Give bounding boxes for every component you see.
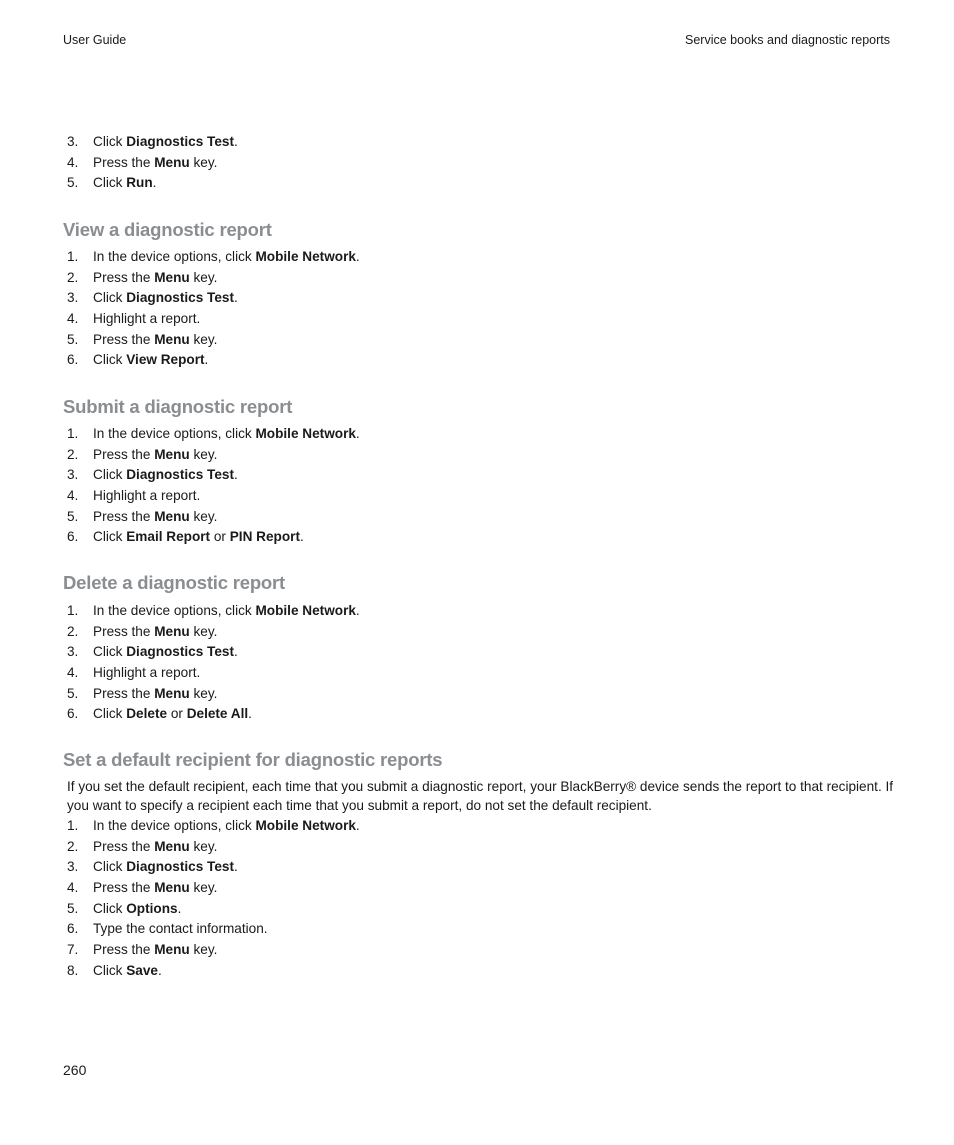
step-text: [93, 642, 238, 663]
step-number: 2.: [67, 269, 79, 285]
step-number: 7.: [67, 942, 79, 958]
section-title-default-recipient: Set a default recipient for diagnostic reports: [63, 749, 443, 770]
step-number: 5.: [67, 508, 79, 524]
step-text-segment: Highlight a report.: [93, 488, 201, 504]
step-text-segment: or: [210, 529, 230, 545]
step-text-segment: .: [355, 426, 360, 441]
step-text: [93, 857, 238, 878]
step-number: 4.: [67, 154, 79, 170]
step-text: [93, 507, 217, 528]
step-text: [93, 878, 217, 899]
ui-term: Options: [126, 900, 178, 916]
step-text-segment: .: [204, 352, 209, 368]
step-text-segment: Click: [93, 175, 127, 191]
ui-term: Delete All: [186, 706, 249, 722]
step-text-segment: key.: [189, 838, 218, 854]
ui-term: Menu: [154, 880, 190, 896]
ui-term: Email Report: [126, 529, 211, 545]
step-text-segment: key.: [189, 269, 218, 285]
step-text: [93, 445, 217, 466]
step-text: [93, 330, 217, 351]
step-text-segment: Type the contact information.: [93, 921, 268, 937]
step-text-segment: Highlight a report.: [93, 311, 201, 327]
ui-term: PIN Report: [229, 529, 300, 545]
step-text-segment: .: [234, 467, 238, 483]
ui-term: Mobile Network: [255, 818, 356, 833]
step-text: [93, 424, 360, 445]
step-number: 2.: [67, 623, 79, 639]
step-text-segment: In the device options, click: [93, 818, 256, 833]
step-number: 3.: [67, 859, 79, 875]
ui-term: Menu: [154, 623, 190, 639]
step-number: 5.: [67, 331, 79, 347]
step-number: 1.: [67, 603, 79, 618]
step-text-segment: Highlight a report.: [93, 665, 201, 681]
step-text-segment: Click: [93, 859, 127, 875]
default-recipient-intro: If you set the default recipient, each time that you submit a diagnostic report, your BlackBerry® device sends the report to that recipient. If you want to specify a recipient each time that you submit a report, do not set the default recipient.: [67, 779, 894, 813]
step-text-segment: key.: [189, 154, 218, 170]
step-number: 3.: [67, 467, 79, 483]
step-text: [93, 919, 268, 940]
ui-term: Mobile Network: [255, 603, 356, 618]
step-text: [93, 173, 156, 194]
page-number: 260: [63, 1062, 87, 1078]
step-number: 6.: [67, 352, 79, 368]
step-text-segment: key.: [189, 685, 218, 701]
step-text-segment: Press the: [93, 508, 155, 524]
step-text: [93, 899, 181, 920]
step-text-segment: key.: [189, 508, 218, 524]
ui-term: Menu: [154, 331, 190, 347]
step-number: 4.: [67, 488, 79, 504]
step-text-segment: .: [157, 962, 162, 978]
step-text-segment: Press the: [93, 269, 155, 285]
ui-term: Diagnostics Test: [126, 859, 235, 875]
step-text: [93, 663, 200, 684]
step-text: [93, 961, 162, 982]
step-text-segment: In the device options, click: [93, 249, 256, 264]
step-text-segment: .: [234, 644, 238, 660]
step-text-segment: Press the: [93, 942, 155, 958]
step-number: 4.: [67, 311, 79, 327]
step-number: 6.: [67, 921, 79, 937]
step-text-segment: key.: [189, 880, 218, 896]
step-text-segment: Press the: [93, 685, 155, 701]
step-text-segment: Click: [93, 134, 127, 149]
step-text-segment: Click: [93, 529, 127, 545]
step-text-segment: Press the: [93, 838, 155, 854]
step-text-segment: key.: [189, 942, 218, 958]
step-text: [93, 684, 217, 705]
ui-term: Menu: [154, 942, 190, 958]
step-text-segment: key.: [189, 623, 218, 639]
section-title-delete: Delete a diagnostic report: [63, 572, 285, 593]
ui-term: Menu: [154, 446, 190, 462]
ui-term: Menu: [154, 685, 190, 701]
step-text-segment: .: [152, 175, 157, 191]
step-text-segment: Click: [93, 706, 127, 722]
step-text-segment: .: [299, 529, 304, 545]
step-text-segment: .: [234, 859, 238, 875]
step-text: [93, 465, 238, 486]
step-text-segment: Press the: [93, 880, 155, 896]
step-text-segment: Click: [93, 352, 127, 368]
step-number: 4.: [67, 880, 79, 896]
step-text: [93, 704, 252, 725]
ui-term: Diagnostics Test: [126, 290, 235, 306]
step-text-segment: In the device options, click: [93, 603, 256, 618]
step-text-segment: .: [234, 134, 238, 149]
step-number: 1.: [67, 818, 79, 833]
step-text: [93, 132, 238, 153]
step-text-segment: Click: [93, 467, 127, 483]
step-number: 5.: [67, 175, 79, 191]
step-text-segment: In the device options, click: [93, 426, 256, 441]
step-text: [93, 350, 208, 371]
step-text-segment: key.: [189, 331, 218, 347]
step-number: 6.: [67, 706, 79, 722]
step-text-segment: Press the: [93, 446, 155, 462]
step-number: 2.: [67, 838, 79, 854]
step-text-segment: Press the: [93, 154, 155, 170]
step-number: 5.: [67, 685, 79, 701]
step-text: [93, 153, 217, 174]
ui-term: Delete: [126, 706, 168, 722]
step-number: 8.: [67, 962, 79, 978]
step-text-segment: or: [167, 706, 187, 722]
step-text: [93, 309, 200, 330]
ui-term: Mobile Network: [255, 426, 356, 441]
step-text-segment: .: [248, 706, 252, 722]
section-title-view: View a diagnostic report: [63, 219, 272, 240]
step-text: [93, 940, 217, 961]
step-text-segment: Click: [93, 900, 127, 916]
step-text-segment: .: [177, 900, 182, 916]
step-text-segment: Click: [93, 644, 127, 660]
ui-term: Save: [126, 962, 158, 978]
step-text: [93, 268, 217, 289]
step-number: 3.: [67, 644, 79, 660]
step-text-segment: Press the: [93, 331, 155, 347]
step-text: [93, 601, 360, 622]
step-number: 6.: [67, 529, 79, 545]
ui-term: View Report: [126, 352, 205, 368]
page-header-left: User Guide: [63, 33, 127, 47]
step-text-segment: Press the: [93, 623, 155, 639]
section-title-submit: Submit a diagnostic report: [63, 396, 293, 417]
ui-term: Menu: [154, 154, 190, 170]
ui-term: Diagnostics Test: [126, 467, 235, 483]
step-text-segment: .: [355, 818, 360, 833]
ui-term: Menu: [154, 269, 190, 285]
ui-term: Run: [126, 175, 153, 191]
step-text: [93, 288, 238, 309]
ui-term: Menu: [154, 508, 190, 524]
step-text-segment: Click: [93, 290, 127, 306]
step-text: [93, 527, 304, 548]
step-number: 1.: [67, 426, 79, 441]
step-text-segment: Click: [93, 962, 127, 978]
step-text-segment: key.: [189, 446, 218, 462]
ui-term: Menu: [154, 838, 190, 854]
ui-term: Diagnostics Test: [126, 134, 235, 149]
step-number: 3.: [67, 290, 79, 306]
step-text: [93, 816, 360, 837]
step-text-segment: .: [234, 290, 238, 306]
step-text: [93, 247, 360, 268]
step-text: [93, 837, 217, 858]
step-number: 5.: [67, 900, 79, 916]
step-number: 3.: [67, 134, 79, 149]
ui-term: Mobile Network: [255, 249, 356, 264]
step-number: 1.: [67, 249, 79, 264]
page-header-right: Service books and diagnostic reports: [685, 33, 890, 47]
step-number: 2.: [67, 446, 79, 462]
step-text: [93, 622, 217, 643]
step-number: 4.: [67, 665, 79, 681]
step-text-segment: .: [355, 249, 360, 264]
step-text: [93, 486, 200, 507]
step-text-segment: .: [355, 603, 360, 618]
ui-term: Diagnostics Test: [126, 644, 235, 660]
